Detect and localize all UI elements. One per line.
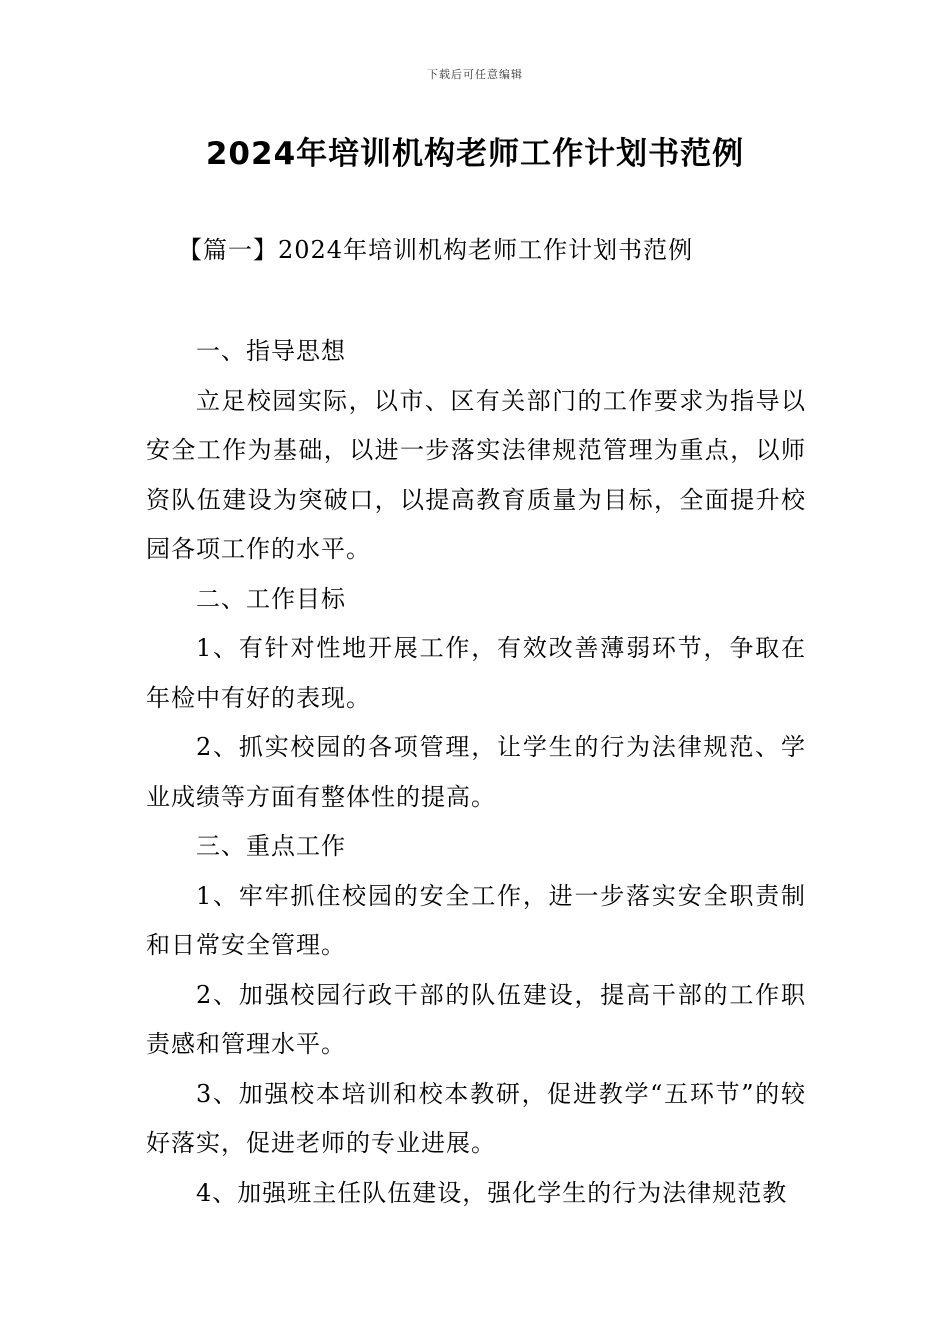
heading-guiding-ideology: 一、指导思想 (196, 337, 346, 365)
paragraph-guiding-ideology: 立足校园实际，以市、区有关部门的工作要求为指导以安全工作为基础，以进一步落实法律规范管理为重点，以师资队伍建设为突破口，以提高教育质量为目标，全面提升校园各项工作的水平。 (146, 386, 806, 563)
section-title: 【篇一】2024年培训机构老师工作计划书范例 (178, 236, 694, 264)
paragraph-key-work-3: 3、加强校本培训和校本教研，促进教学“五环节”的较好落实，促进老师的专业进展。 (146, 1079, 806, 1157)
paragraph-key-work-1: 1、牢牢抓住校园的安全工作，进一步落实安全职责制和日常安全管理。 (146, 881, 806, 959)
document-title: 2024年培训机构老师工作计划书范例 (205, 136, 745, 172)
heading-key-work: 三、重点工作 (196, 832, 346, 860)
header-note: 下载后可任意编辑 (427, 68, 523, 81)
paragraph-key-work-2: 2、加强校园行政干部的队伍建设，提高干部的工作职责感和管理水平。 (146, 980, 806, 1058)
document-body (146, 327, 806, 1218)
paragraph-goal-1: 1、有针对性地开展工作，有效改善薄弱环节，争取在年检中有好的表现。 (146, 634, 806, 712)
paragraph-goal-2: 2、抓实校园的各项管理，让学生的行为法律规范、学业成绩等方面有整体性的提高。 (146, 733, 806, 811)
paragraph-key-work-4: 4、加强班主任队伍建设，强化学生的行为法律规范教 (196, 1178, 788, 1207)
heading-work-goals: 二、工作目标 (196, 584, 346, 613)
